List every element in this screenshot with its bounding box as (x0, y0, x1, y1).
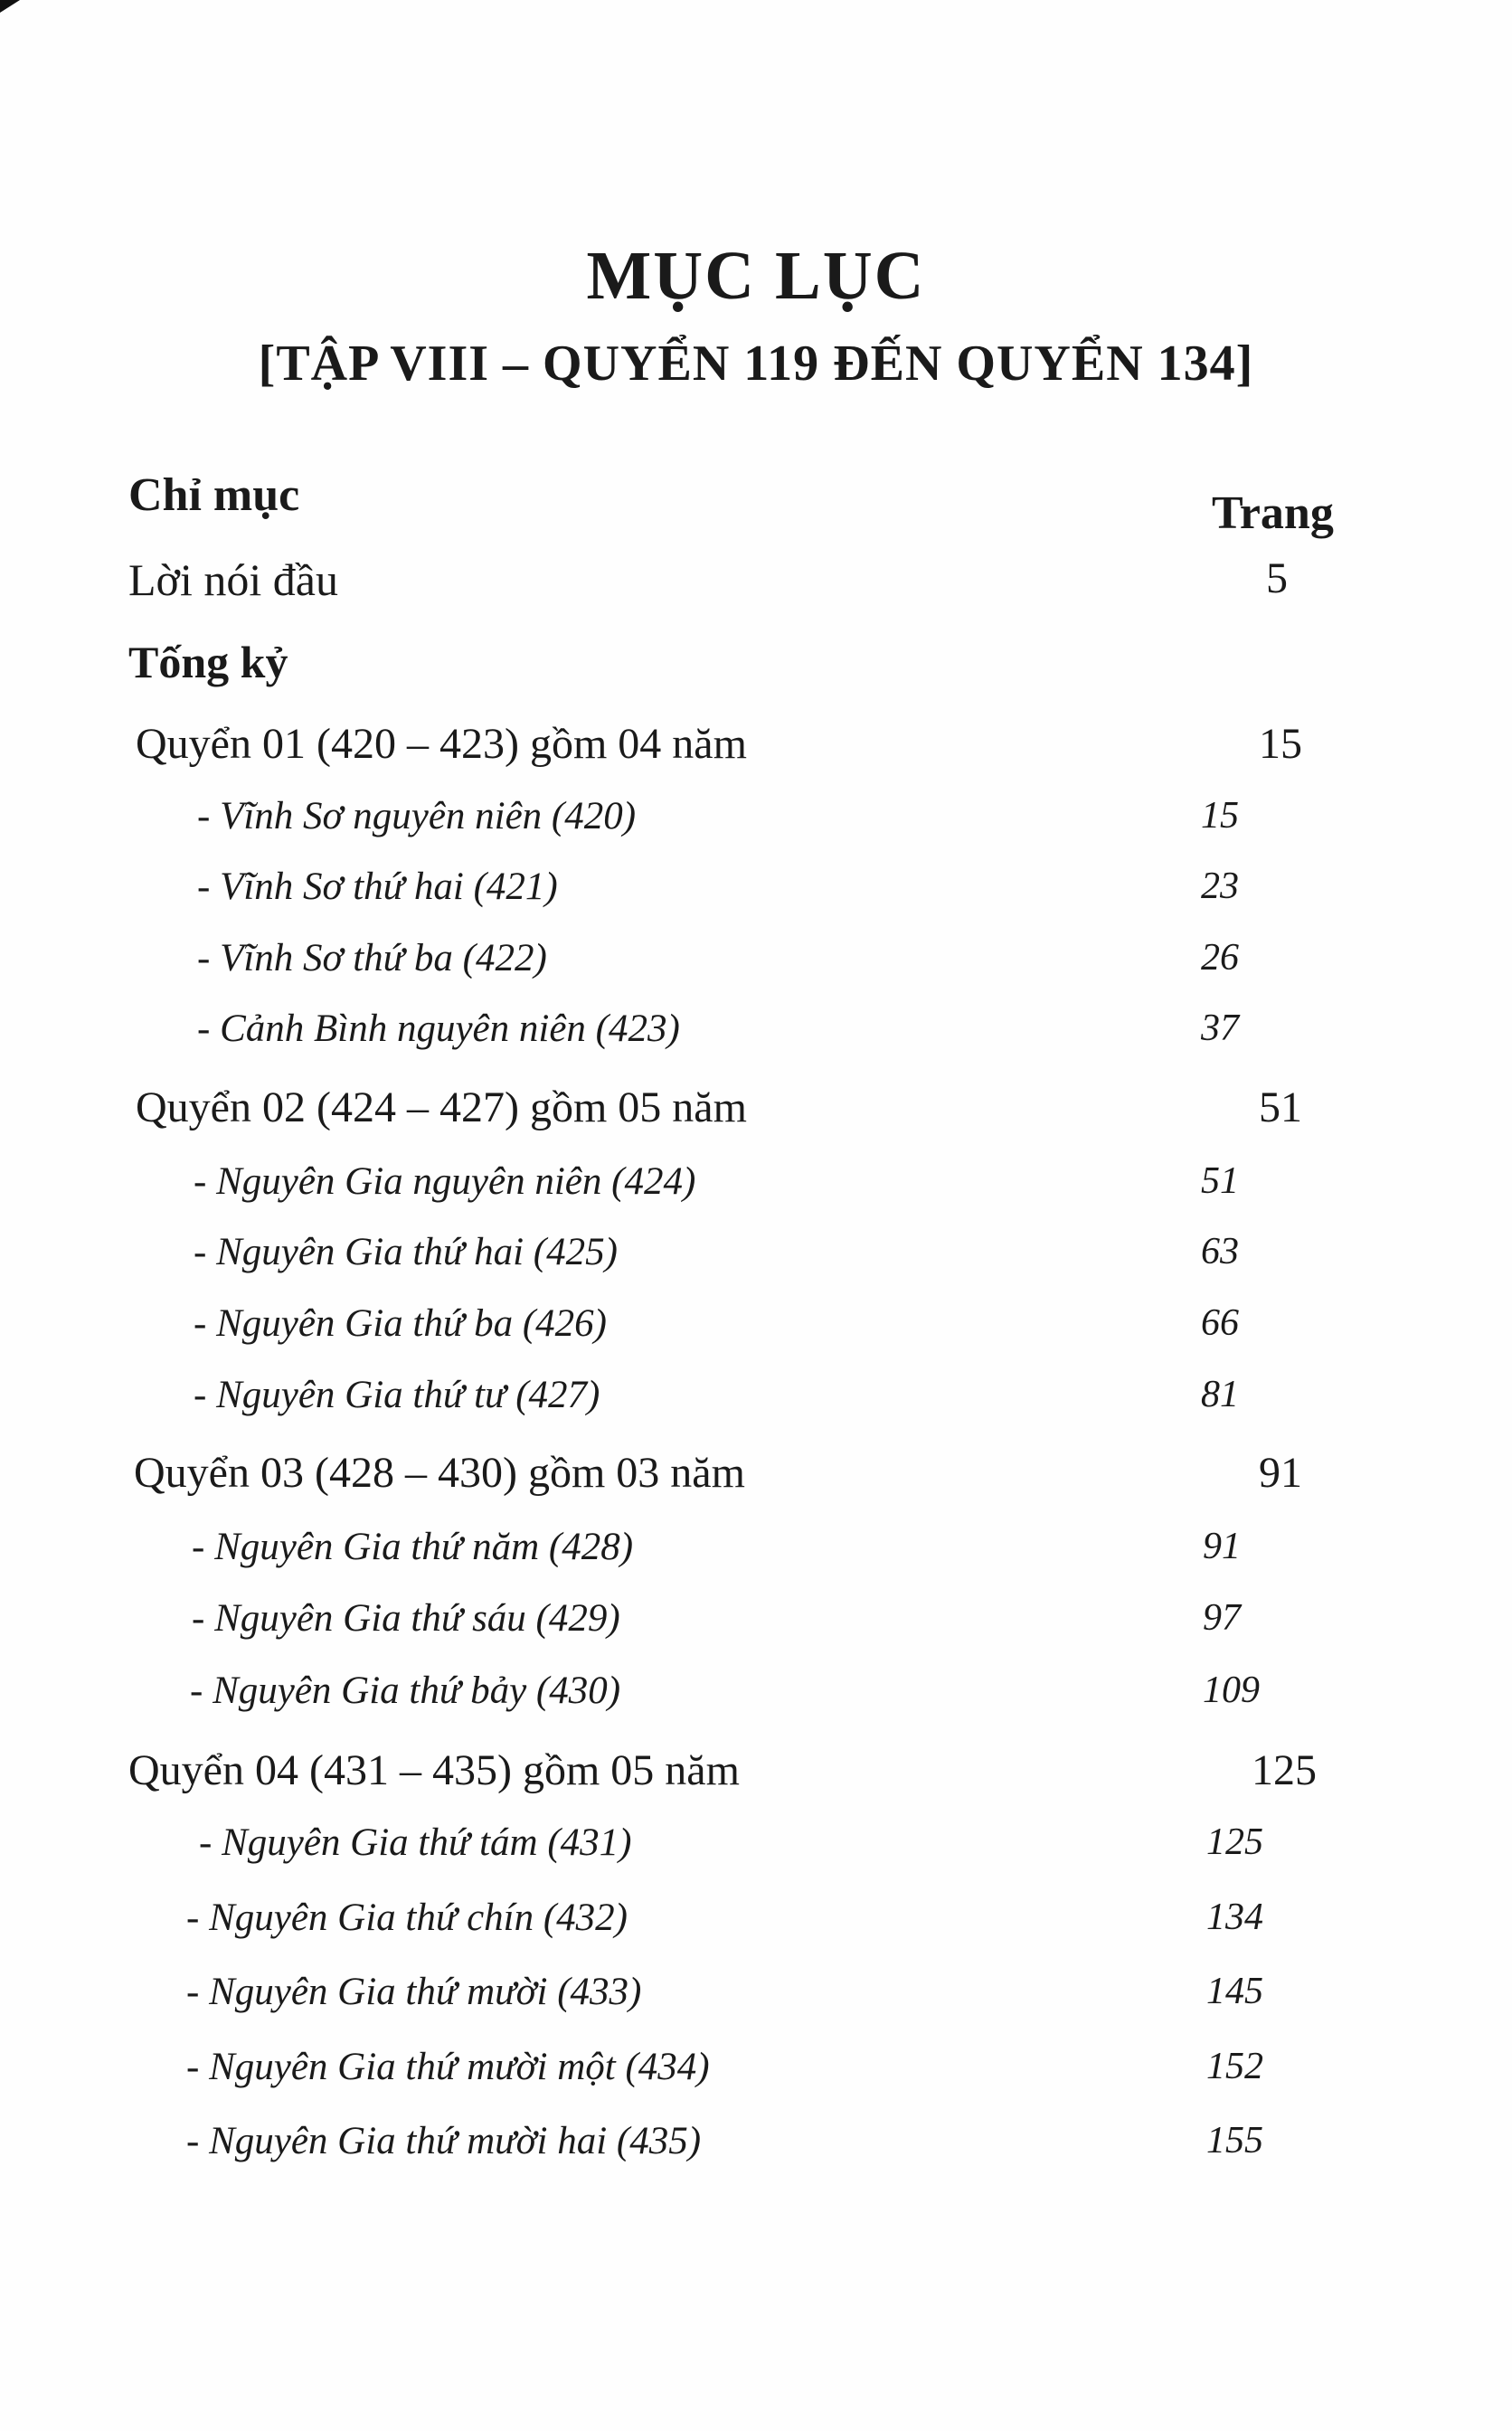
toc-entry (0, 1448, 1512, 1502)
toc-subentry (0, 794, 1512, 848)
toc-entry-label: - Nguyên Gia thứ sáu (429) (192, 1597, 620, 1640)
toc-subentry (0, 1970, 1512, 2024)
toc-entry-label: Quyển 01 (420 – 423) gồm 04 năm (136, 720, 747, 768)
toc-page-number: 26 (1201, 937, 1239, 979)
toc-entry-label: - Nguyên Gia thứ mười (433) (186, 1971, 642, 2013)
toc-entry-label: - Nguyên Gia thứ tư (427) (194, 1374, 600, 1416)
toc-subentry (0, 2045, 1512, 2099)
toc-entry-label: - Vĩnh Sơ nguyên niên (420) (197, 795, 637, 837)
page-column-header: Trang (1212, 487, 1334, 539)
index-column-header: Chỉ mục (128, 469, 300, 521)
toc-subentry (0, 1596, 1512, 1651)
toc-subentry (0, 1821, 1512, 1875)
toc-entry-label: Quyển 02 (424 – 427) gồm 05 năm (136, 1083, 747, 1131)
toc-subentry (0, 1230, 1512, 1284)
toc-entry-label: Quyển 04 (431 – 435) gồm 05 năm (128, 1746, 740, 1794)
toc-entry-label: - Nguyên Gia thứ chín (432) (186, 1897, 628, 1939)
toc-page-number: 97 (1203, 1597, 1241, 1639)
toc-page-number: 37 (1201, 1007, 1239, 1049)
toc-page-number: 155 (1206, 2120, 1263, 2161)
toc-page-number: 125 (1206, 1821, 1263, 1863)
toc-entry (0, 553, 1512, 608)
toc-entry-label: - Nguyên Gia nguyên niên (424) (194, 1160, 696, 1203)
toc-entry (0, 636, 1512, 690)
toc-subentry (0, 1669, 1512, 1723)
toc-subentry (0, 1159, 1512, 1214)
toc-entry-label: - Nguyên Gia thứ tám (431) (199, 1821, 632, 1864)
toc-subentry (0, 865, 1512, 919)
toc-page-number: 134 (1206, 1897, 1263, 1938)
toc-page-number: 51 (1201, 1160, 1239, 1202)
toc-subentry (0, 1301, 1512, 1356)
toc-entry (0, 719, 1512, 773)
toc-page-number: 23 (1201, 866, 1239, 907)
toc-page-number: 125 (1252, 1746, 1317, 1794)
toc-entry-label: Lời nói đầu (128, 554, 338, 605)
toc-entry-label: - Nguyên Gia thứ bảy (430) (190, 1670, 621, 1712)
toc-subentry (0, 2119, 1512, 2173)
toc-entry-label: Quyển 03 (428 – 430) gồm 03 năm (134, 1449, 745, 1497)
toc-page-number: 91 (1259, 1449, 1302, 1497)
page-subtitle: [TẬP VIII – QUYỂN 119 ĐẾN QUYỂN 134] (258, 336, 1254, 392)
toc-entry-label: - Nguyên Gia thứ hai (425) (194, 1231, 618, 1273)
toc-page-number: 5 (1266, 554, 1288, 602)
toc-entry-label: Tống kỷ (128, 637, 288, 687)
toc-page-number: 91 (1203, 1526, 1241, 1567)
page-title: MỤC LỤC (586, 238, 926, 314)
toc-entry (0, 1083, 1512, 1137)
scan-edge-mark (0, 0, 20, 13)
toc-page-number: 152 (1206, 2046, 1263, 2087)
toc-subentry (0, 1007, 1512, 1061)
toc-entry-label: - Nguyên Gia thứ năm (428) (192, 1526, 634, 1568)
toc-entry-label: - Vĩnh Sơ thứ ba (422) (197, 937, 547, 979)
toc-page-number: 15 (1201, 795, 1239, 837)
toc-page-number: 63 (1201, 1231, 1239, 1272)
toc-entry (0, 1745, 1512, 1800)
toc-entry-label: - Nguyên Gia thứ mười một (434) (186, 2046, 710, 2088)
toc-subentry (0, 936, 1512, 990)
toc-page-number: 51 (1259, 1083, 1302, 1131)
toc-page-number: 81 (1201, 1374, 1239, 1415)
toc-page-number: 15 (1259, 720, 1302, 768)
toc-subentry (0, 1525, 1512, 1579)
toc-subentry (0, 1896, 1512, 1950)
toc-entry-label: - Vĩnh Sơ thứ hai (421) (197, 866, 558, 908)
toc-page-number: 66 (1201, 1302, 1239, 1344)
toc-page-number: 145 (1206, 1971, 1263, 2012)
toc-subentry (0, 1373, 1512, 1427)
toc-entry-label: - Nguyên Gia thứ ba (426) (194, 1302, 607, 1345)
toc-entry-label: - Nguyên Gia thứ mười hai (435) (186, 2120, 702, 2162)
toc-entry-label: - Cảnh Bình nguyên niên (423) (197, 1007, 680, 1050)
toc-page-number: 109 (1203, 1670, 1260, 1711)
